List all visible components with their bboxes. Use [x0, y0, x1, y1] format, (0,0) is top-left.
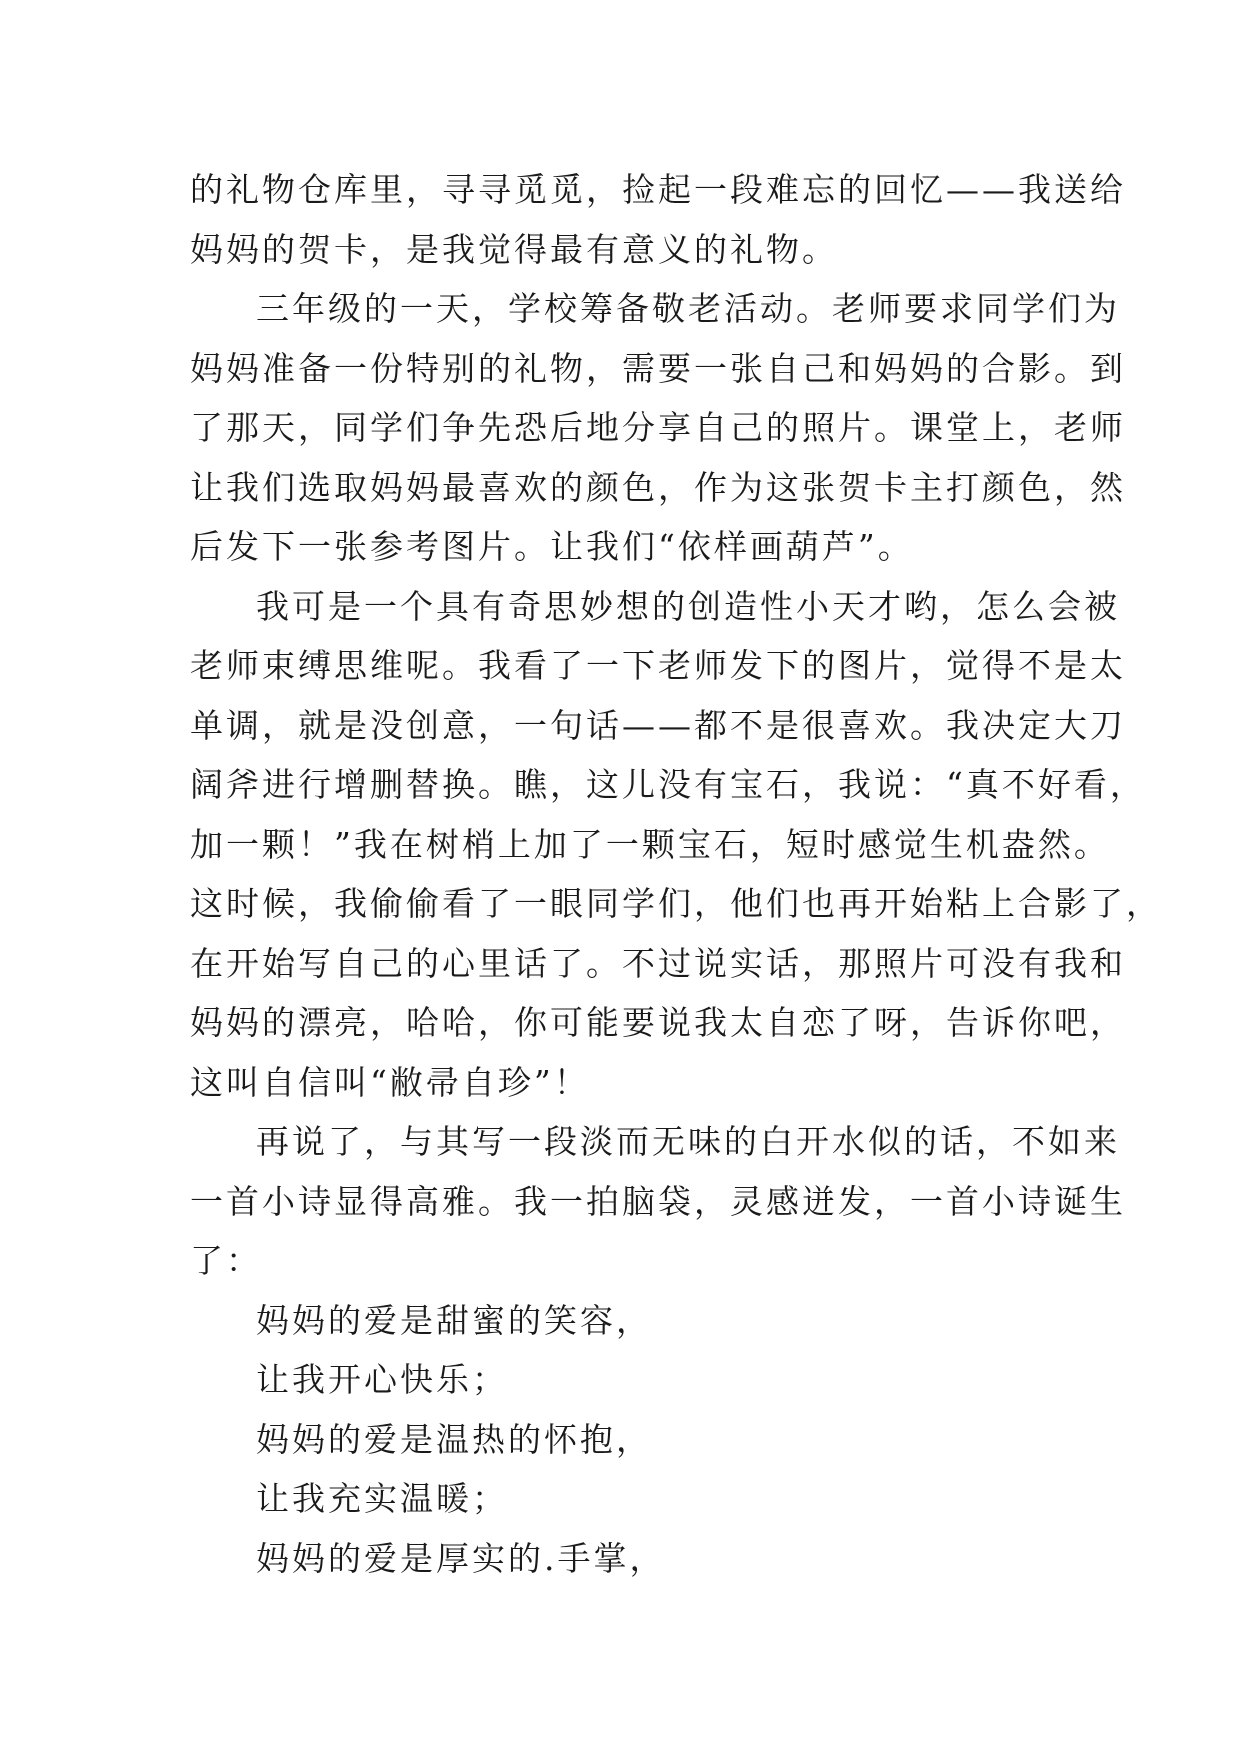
paragraph-start-line: 我可是一个具有奇思妙想的创造性小天才哟，怎么会被 [256, 586, 1120, 626]
poem-line: 妈妈的爱是甜蜜的笑容， [256, 1300, 652, 1340]
text-line: 妈妈的贺卡，是我觉得最有意义的礼物。 [190, 229, 838, 269]
poem-line: 妈妈的爱是温热的怀抱， [256, 1419, 652, 1459]
text-line: 老师束缚思维呢。我看了一下老师发下的图片，觉得不是太 [190, 646, 1126, 685]
text-line: 妈妈准备一份特别的礼物，需要一张自己和妈妈的合影。到 [190, 348, 1126, 388]
poem-line: 妈妈的爱是厚实的.手掌， [256, 1538, 666, 1578]
text-line: 的礼物仓库里，寻寻觅觅，捡起一段难忘的回忆——我送给 [190, 170, 1126, 209]
document-body [190, 160, 1162, 1588]
text-line: 加一颗！”我在树梢上加了一颗宝石，短时感觉生机盎然。 [190, 824, 1110, 864]
text-line: 妈妈的漂亮，哈哈，你可能要说我太自恋了呀，告诉你吧， [190, 1003, 1126, 1042]
text-line: 单调，就是没创意，一句话——都不是很喜欢。我决定大刀 [190, 705, 1126, 745]
text-line: 这时候，我偷偷看了一眼同学们，他们也再开始粘上合影了， [190, 884, 1162, 923]
text-line: 一首小诗显得高雅。我一拍脑袋，灵感迸发，一首小诗诞生 [190, 1181, 1126, 1221]
poem-line: 让我开心快乐； [256, 1360, 508, 1399]
text-line: 了那天，同学们争先恐后地分享自己的照片。课堂上，老师 [190, 408, 1126, 447]
text-line: 让我们选取妈妈最喜欢的颜色，作为这张贺卡主打颜色，然 [190, 467, 1126, 507]
text-line: 阔斧进行增删替换。瞧，这儿没有宝石，我说：“真不好看， [190, 765, 1146, 804]
text-line: 这叫自信叫“敝帚自珍”！ [190, 1062, 590, 1102]
paragraph-start-line: 三年级的一天，学校筹备敬老活动。老师要求同学们为 [256, 289, 1120, 328]
poem-line: 让我充实温暖； [256, 1479, 508, 1518]
paragraph-start-line: 再说了，与其写一段淡而无味的白开水似的话，不如来 [256, 1122, 1120, 1161]
text-line: 在开始写自己的心里话了。不过说实话，那照片可没有我和 [190, 943, 1126, 983]
text-line: 了： [190, 1241, 262, 1280]
text-line: 后发下一张参考图片。让我们“依样画葫芦”。 [190, 527, 914, 566]
